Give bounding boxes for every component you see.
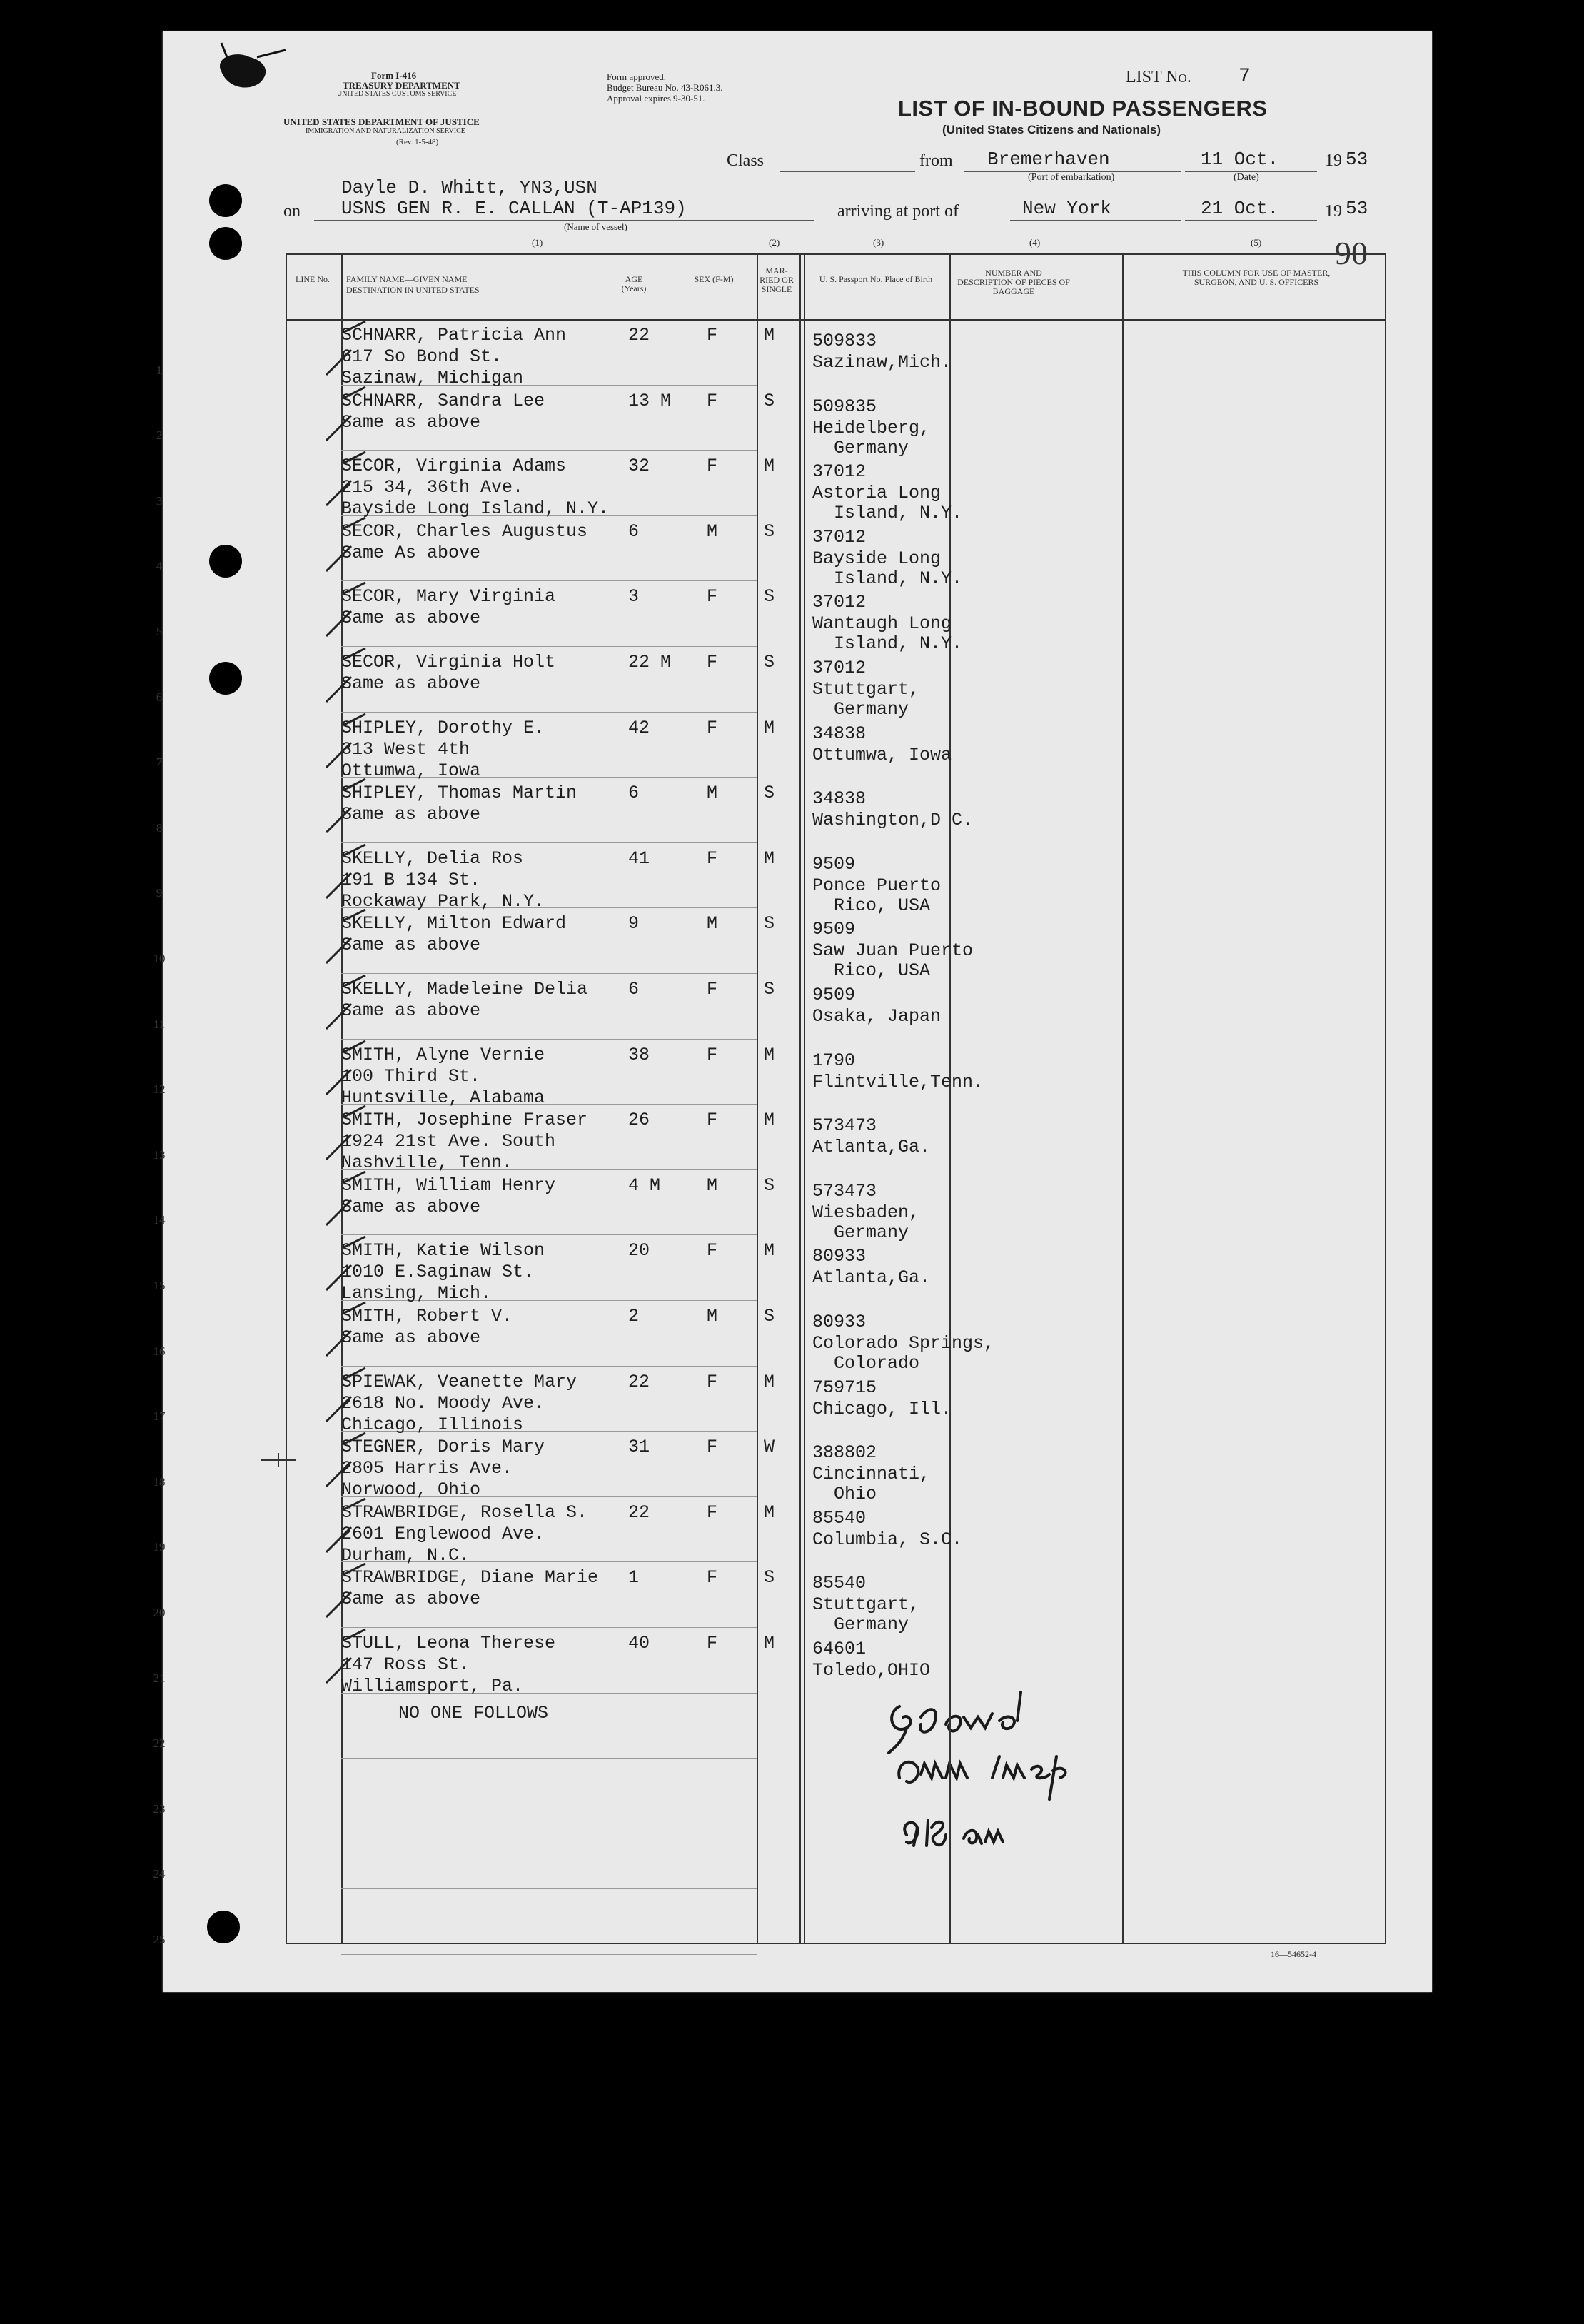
port-of-embarkation: Bremerhaven <box>987 149 1110 170</box>
arrival-year: 53 <box>1346 198 1368 219</box>
birthplace-line-1: Wantaugh Long <box>812 613 952 635</box>
row-divider <box>341 1888 757 1889</box>
address-line-1: Same as above <box>341 411 481 433</box>
birthplace-line-1: Toledo,OHIO <box>812 1660 931 1681</box>
check-mark <box>323 841 373 905</box>
row-divider <box>341 1627 757 1628</box>
birthplace-line-2: Germany <box>834 1222 909 1243</box>
marital-status: S <box>764 913 775 935</box>
birthplace-line-2: Island, N.Y. <box>834 503 963 524</box>
passport-number: 37012 <box>812 592 867 613</box>
from-label: from <box>919 151 953 170</box>
document-subtitle: (United States Citizens and Nationals) <box>942 123 1161 136</box>
address-line-2: Rockaway Park, N.Y. <box>341 890 545 912</box>
header-officers: THIS COLUMN FOR USE OF MASTER, SURGEON, AND U. S. OFFICERS <box>1182 268 1331 287</box>
check-mark <box>323 1560 373 1624</box>
binder-hole <box>209 184 242 217</box>
line-number: 24 <box>153 1867 166 1881</box>
birthplace-line-2: Ohio <box>834 1484 877 1505</box>
arrival-year-prefix: 19 <box>1325 202 1342 221</box>
sex: F <box>707 586 718 608</box>
check-mark <box>323 318 373 382</box>
row-divider <box>341 450 757 451</box>
age: 40 <box>628 1633 650 1654</box>
age: 38 <box>628 1044 650 1065</box>
port-embarkation-label: (Port of embarkation) <box>1028 172 1115 183</box>
passenger-name: SCHNARR, Sandra Lee <box>341 390 545 411</box>
line-number: 5 <box>156 625 163 638</box>
sex: F <box>707 1501 718 1523</box>
birthplace-line-1: Ponce Puerto <box>812 875 942 896</box>
birthplace-line-1: Flintville,Tenn. <box>812 1071 984 1092</box>
row-divider <box>341 1954 757 1955</box>
row-divider <box>341 580 757 581</box>
sex: F <box>707 652 718 673</box>
birthplace-line-1: Chicago, Ill. <box>812 1398 952 1419</box>
address-line-2: Huntsville, Alabama <box>341 1087 545 1108</box>
age: 32 <box>628 456 650 477</box>
class-label: Class <box>727 151 765 170</box>
sex: F <box>707 1371 718 1392</box>
sex: M <box>707 783 718 804</box>
passenger-name: SCHNARR, Patricia Ann <box>341 325 567 346</box>
line-number: 10 <box>153 952 166 965</box>
passport-number: 9509 <box>812 985 856 1005</box>
address-line-2: Ottumwa, Iowa <box>341 760 481 781</box>
ink-blot <box>193 29 293 100</box>
passenger-name: SMITH, Alyne Vernie <box>341 1044 545 1065</box>
date-label: (Date) <box>1234 172 1259 183</box>
sex: F <box>707 390 718 411</box>
check-mark <box>323 1037 373 1102</box>
sex: F <box>707 1044 718 1065</box>
birthplace-line-1: Colorado Springs, <box>812 1333 995 1354</box>
address-line-1: 1924 21st Ave. South <box>341 1131 556 1152</box>
sex: F <box>707 1633 718 1654</box>
marital-status: M <box>764 1110 775 1131</box>
passport-number: 1790 <box>812 1050 856 1071</box>
passport-number: 34838 <box>812 788 867 810</box>
year-prefix: 19 <box>1325 151 1342 170</box>
passenger-name: SECOR, Charles Augustus <box>341 520 588 542</box>
line-number: 3 <box>156 493 163 508</box>
line-number: 1 <box>156 363 163 377</box>
age: 6 <box>628 979 640 1000</box>
passenger-name: SHIPLEY, Dorothy E. <box>341 717 545 738</box>
age: 1 <box>628 1567 640 1589</box>
age: 41 <box>628 847 650 869</box>
age: 3 <box>628 586 640 608</box>
address-line-1: 2601 Englewood Ave. <box>341 1523 545 1544</box>
line-number: 22 <box>153 1736 166 1751</box>
row-divider <box>341 646 757 647</box>
departure-year: 53 <box>1346 149 1368 170</box>
age: 22 <box>628 1501 650 1523</box>
age: 2 <box>628 1306 640 1327</box>
passport-number: 64601 <box>812 1639 867 1659</box>
passenger-name: SKELLY, Madeleine Delia <box>341 979 588 1000</box>
row-divider <box>341 1039 757 1040</box>
birthplace-line-2: Germany <box>834 437 909 458</box>
page-number: 90 <box>1335 235 1368 271</box>
column-divider <box>799 253 801 1944</box>
age: 6 <box>628 783 640 804</box>
birthplace-line-1: Washington,D C. <box>812 810 974 831</box>
birthplace-line-1: Bayside Long <box>812 548 942 569</box>
birthplace-line-1: Astoria Long <box>812 483 942 504</box>
departure-date: 11 Oct. <box>1201 149 1279 170</box>
line-number: 16 <box>153 1344 166 1358</box>
passport-number: 80933 <box>812 1312 867 1332</box>
line-number: 23 <box>153 1801 166 1816</box>
header-baggage: NUMBER AND DESCRIPTION OF PIECES OF BAGGAGE <box>957 268 1070 296</box>
binder-hole <box>209 227 242 260</box>
address-line-2: Sazinaw, Michigan <box>341 368 524 388</box>
age: 31 <box>628 1437 650 1458</box>
passport-number: 34838 <box>812 723 867 744</box>
sex: M <box>707 1174 718 1196</box>
marital-status: M <box>764 1371 775 1392</box>
row-divider <box>341 973 757 974</box>
address-line-1: 100 Third St. <box>341 1065 481 1087</box>
birthplace-line-1: Atlanta,Ga. <box>812 1137 931 1158</box>
age: 22 <box>628 325 650 346</box>
sex: M <box>707 1306 718 1327</box>
birthplace-line-2: Island, N.Y. <box>834 633 963 655</box>
binder-hole <box>207 1911 240 1943</box>
passenger-name: SKELLY, Delia Ros <box>341 847 524 869</box>
passport-number: 573473 <box>812 1115 877 1137</box>
age: 9 <box>628 913 640 935</box>
check-mark <box>323 448 373 513</box>
passport-number: 573473 <box>812 1180 877 1202</box>
line-number: 21 <box>153 1671 166 1685</box>
line-number: 13 <box>153 1147 166 1162</box>
passenger-name: SMITH, Josephine Fraser <box>341 1110 588 1131</box>
master-name: Dayle D. Whitt, YN3,USN <box>341 177 597 198</box>
check-mark <box>323 383 373 448</box>
arrival-date: 21 Oct. <box>1201 198 1279 219</box>
passenger-name: SECOR, Virginia Adams <box>341 456 567 477</box>
birthplace-line-2: Rico, USA <box>834 895 931 916</box>
line-number: 25 <box>153 1933 166 1946</box>
passenger-name: STRAWBRIDGE, Rosella S. <box>341 1501 588 1523</box>
sex: F <box>707 456 718 477</box>
line-number: 12 <box>153 1082 166 1097</box>
check-mark <box>323 1299 373 1363</box>
address-line-1: 313 West 4th <box>341 738 470 760</box>
form-revision: (Rev. 1-5-48) <box>396 138 439 146</box>
age: 22 M <box>628 652 672 673</box>
passport-number: 509833 <box>812 331 877 351</box>
address-line-1: Same as above <box>341 1000 481 1021</box>
list-number: 7 <box>1239 66 1251 88</box>
dept-ins: IMMIGRATION AND NATURALIZATION SERVICE <box>306 127 465 135</box>
address-line-2: Williamsport, Pa. <box>341 1676 524 1696</box>
age: 6 <box>628 520 640 542</box>
sex: M <box>707 520 718 542</box>
age: 20 <box>628 1240 650 1262</box>
marital-status: S <box>764 390 775 411</box>
no-one-follows: NO ONE FOLLOWS <box>398 1703 549 1724</box>
dept-treasury: TREASURY DEPARTMENT <box>343 80 460 91</box>
passport-number: 9509 <box>812 853 856 875</box>
check-mark <box>323 514 373 578</box>
address-line-1: 215 34, 36th Ave. <box>341 477 524 498</box>
budget-bureau: Budget Bureau No. 43-R061.3. <box>607 82 723 93</box>
sex: F <box>707 1240 718 1262</box>
passport-number: 80933 <box>812 1246 867 1267</box>
header-divider <box>286 319 1386 321</box>
check-mark <box>323 1233 373 1297</box>
header-line-no: LINE No. <box>296 274 330 284</box>
marital-status: M <box>764 456 775 477</box>
check-mark <box>323 710 373 775</box>
passenger-name: SPIEWAK, Veanette Mary <box>341 1371 577 1392</box>
address-line-2: Lansing, Mich. <box>341 1283 492 1304</box>
column-divider <box>804 253 805 1944</box>
birthplace-line-1: Cincinnati, <box>812 1464 931 1485</box>
line-number: 6 <box>156 690 163 704</box>
passport-number: 759715 <box>812 1377 877 1398</box>
sex: F <box>707 1110 718 1131</box>
address-line-1: Same as above <box>341 935 481 956</box>
address-line-1: 147 Ross St. <box>341 1654 470 1675</box>
vessel-label: (Name of vessel) <box>564 221 627 232</box>
sex: F <box>707 325 718 346</box>
passport-number: 37012 <box>812 461 867 483</box>
birthplace-line-2: Island, N.Y. <box>834 568 963 589</box>
line-number: 11 <box>153 1017 166 1031</box>
birthplace-line-1: Atlanta,Ga. <box>812 1267 931 1289</box>
marital-status: S <box>764 1567 775 1589</box>
birthplace-line-1: Heidelberg, <box>812 417 931 438</box>
check-mark <box>323 1495 373 1559</box>
footer-code: 16—54652-4 <box>1271 1949 1316 1959</box>
passenger-name: SECOR, Virginia Holt <box>341 652 556 673</box>
passport-number: 37012 <box>812 526 867 548</box>
passport-number: 85540 <box>812 1507 867 1529</box>
check-mark <box>323 775 373 840</box>
check-mark <box>323 1102 373 1167</box>
passenger-name: SMITH, William Henry <box>341 1174 556 1196</box>
column-number: (3) <box>873 237 884 248</box>
row-divider <box>341 1366 757 1367</box>
passenger-name: STULL, Leona Therese <box>341 1633 556 1654</box>
birthplace-line-2: Germany <box>834 1614 909 1636</box>
row-divider <box>341 712 757 713</box>
form-number: Form I-416 <box>371 70 417 81</box>
address-line-1: Same as above <box>341 1589 481 1610</box>
column-divider <box>1122 253 1124 1944</box>
arrival-port: New York <box>1022 198 1111 219</box>
birthplace-line-2: Rico, USA <box>834 960 931 982</box>
passport-number: 85540 <box>812 1573 867 1594</box>
line-number: 2 <box>156 428 163 443</box>
marital-status: W <box>764 1437 775 1458</box>
age: 22 <box>628 1371 650 1392</box>
sex: F <box>707 717 718 738</box>
line-number: 7 <box>156 755 163 770</box>
row-divider <box>341 842 757 843</box>
address-line-1: 2618 No. Moody Ave. <box>341 1392 545 1414</box>
birthplace-line-1: Columbia, S.C. <box>812 1529 963 1550</box>
header-sex: SEX (F-M) <box>694 274 734 284</box>
check-mark <box>323 1429 373 1494</box>
line-number: 4 <box>156 559 163 573</box>
line-number: 17 <box>153 1409 166 1424</box>
address-line-1: Same as above <box>341 804 481 825</box>
header-name: FAMILY NAME—GIVEN NAME <box>346 274 468 284</box>
column-number: (5) <box>1251 237 1262 248</box>
passport-number: 37012 <box>812 658 867 678</box>
passport-number: 388802 <box>812 1442 877 1464</box>
address-line-2: Bayside Long Island, N.Y. <box>341 498 610 520</box>
document-title: LIST OF IN-BOUND PASSENGERS <box>898 96 1268 121</box>
passenger-name: STRAWBRIDGE, Diane Marie <box>341 1567 599 1589</box>
birthplace-line-2: Colorado <box>834 1353 920 1374</box>
check-mark <box>323 1168 373 1232</box>
line-number: 14 <box>153 1213 166 1227</box>
address-line-2: Chicago, Illinois <box>341 1414 524 1435</box>
passenger-name: SHIPLEY, Thomas Martin <box>341 783 577 804</box>
check-mark <box>323 1626 373 1690</box>
vessel-name: USNS GEN R. E. CALLAN (T-AP139) <box>341 198 687 219</box>
line-number: 15 <box>153 1279 166 1292</box>
check-mark <box>323 972 373 1036</box>
line-number: 20 <box>153 1606 166 1619</box>
marital-status: M <box>764 847 775 869</box>
form-approved: Form approved. <box>607 71 667 82</box>
birthplace-line-1: Ottumwa, Iowa <box>812 744 952 765</box>
address-line-1: 617 So Bond St. <box>341 346 503 367</box>
address-line-1: 2805 Harris Ave. <box>341 1458 513 1479</box>
sex: M <box>707 913 718 935</box>
birthplace-line-1: Osaka, Japan <box>812 1006 942 1027</box>
age: 42 <box>628 717 650 738</box>
line-number: 19 <box>153 1540 166 1554</box>
address-line-1: Same as above <box>341 1196 481 1217</box>
binder-hole <box>209 662 242 695</box>
passenger-name: SECOR, Mary Virginia <box>341 586 556 608</box>
on-label: on <box>283 202 301 221</box>
address-line-1: Same as above <box>341 673 481 694</box>
binder-hole <box>209 545 242 578</box>
marital-status: S <box>764 652 775 673</box>
address-line-1: 191 B 134 St. <box>341 869 481 890</box>
marital-status: M <box>764 717 775 738</box>
birthplace-line-1: Wiesbaden, <box>812 1202 920 1223</box>
check-mark <box>323 1364 373 1429</box>
passenger-name: SMITH, Robert V. <box>341 1306 513 1327</box>
passport-number: 509835 <box>812 396 877 417</box>
sex: F <box>707 847 718 869</box>
passenger-name: SMITH, Katie Wilson <box>341 1240 545 1262</box>
approval-expires: Approval expires 9-30-51. <box>607 93 705 104</box>
birthplace-line-1: Sazinaw,Mich. <box>812 352 952 373</box>
marital-status: S <box>764 1306 775 1327</box>
dept-customs: UNITED STATES CUSTOMS SERVICE <box>337 90 457 98</box>
birthplace-line-1: Saw Juan Puerto <box>812 940 974 962</box>
marital-status: S <box>764 586 775 608</box>
column-number: (2) <box>769 237 780 248</box>
marital-status: M <box>764 1240 775 1262</box>
column-divider <box>757 253 758 1944</box>
birthplace-line-1: Stuttgart, <box>812 1594 920 1616</box>
header-age: AGE (Years) <box>621 274 647 293</box>
line-number: 9 <box>156 886 163 900</box>
header-passport: U. S. Passport No. Place of Birth <box>819 274 933 284</box>
header-destination: DESTINATION IN UNITED STATES <box>346 285 480 295</box>
age: 4 M <box>628 1174 661 1196</box>
sex: F <box>707 1567 718 1589</box>
line-number: 8 <box>156 820 163 835</box>
sex: F <box>707 1437 718 1458</box>
address-line-2: Nashville, Tenn. <box>341 1152 513 1174</box>
row-divider <box>341 1758 757 1759</box>
address-line-1: 1010 E.Saginaw St. <box>341 1262 535 1283</box>
check-mark <box>323 645 373 709</box>
birthplace-line-2: Germany <box>834 699 909 720</box>
address-line-1: Same as above <box>341 1327 481 1348</box>
marital-status: M <box>764 325 775 346</box>
marital-status: S <box>764 1174 775 1196</box>
header-married: MAR- RIED OR SINGLE <box>760 266 794 294</box>
marital-status: S <box>764 979 775 1000</box>
column-number: (1) <box>532 237 543 248</box>
list-number-label: LIST No. <box>1126 68 1191 86</box>
passport-number: 9509 <box>812 919 856 940</box>
marital-status: M <box>764 1044 775 1065</box>
age: 13 M <box>628 390 672 411</box>
marital-status: S <box>764 520 775 542</box>
marital-status: S <box>764 783 775 804</box>
birthplace-line-1: Stuttgart, <box>812 679 920 700</box>
check-mark <box>323 906 373 970</box>
age: 26 <box>628 1110 650 1131</box>
sex: F <box>707 979 718 1000</box>
row-divider <box>341 1234 757 1235</box>
dept-justice: UNITED STATES DEPARTMENT OF JUSTICE <box>283 116 480 127</box>
address-line-1: Same As above <box>341 542 481 563</box>
address-line-2: Durham, N.C. <box>341 1544 470 1566</box>
marital-status: M <box>764 1633 775 1654</box>
column-number: (4) <box>1029 237 1041 248</box>
line-number: 18 <box>153 1474 166 1489</box>
address-line-1: Same as above <box>341 608 481 629</box>
passenger-name: STEGNER, Doris Mary <box>341 1437 545 1458</box>
arriving-label: arriving at port of <box>837 202 959 221</box>
passenger-name: SKELLY, Milton Edward <box>341 913 567 935</box>
address-line-2: Norwood, Ohio <box>341 1479 481 1501</box>
marital-status: M <box>764 1501 775 1523</box>
check-mark <box>323 579 373 643</box>
